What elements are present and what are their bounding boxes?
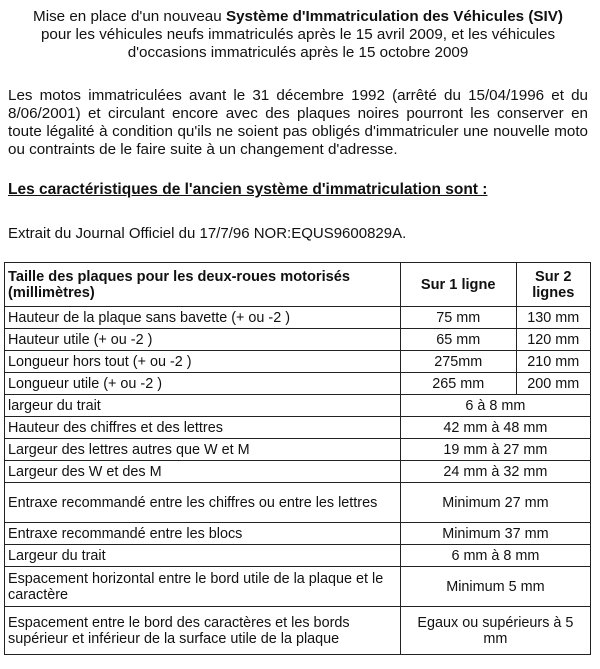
row-label: Largeur du trait [5, 545, 401, 567]
one-line-value: 65 mm [400, 329, 516, 351]
two-lines-value: 210 mm [516, 351, 590, 373]
row-label: Entraxe recommandé entre les blocs [5, 523, 401, 545]
row-label: largeur du trait [5, 395, 401, 417]
table-row [5, 483, 591, 523]
journal-extract: Extrait du Journal Officiel du 17/7/96 NOR:EQUS9600829A. [8, 225, 407, 242]
merged-value: Minimum 5 mm [400, 567, 590, 607]
header-two-lines: Sur 2 lignes [516, 263, 590, 307]
intro-prefix: Mise en place d'un nouveau [33, 8, 226, 25]
table-row [5, 607, 591, 655]
row-label: Largeur des W et des M [5, 461, 401, 483]
siv-title: Système d'Immatriculation des Véhicules (SIV) [225, 8, 563, 25]
one-line-value: 265 mm [400, 373, 516, 395]
table-row [5, 567, 591, 607]
row-label: Espacement horizontal entre le bord utile de la plaque et le caractère [5, 567, 401, 607]
one-line-value: 275mm [400, 351, 516, 373]
plate-spec-table [4, 262, 591, 655]
merged-value: 42 mm à 48 mm [400, 417, 590, 439]
two-lines-value: 120 mm [516, 329, 590, 351]
table-row [5, 395, 591, 417]
table-row [5, 307, 591, 329]
table-row [5, 373, 591, 395]
intro-line-1 [8, 8, 588, 26]
merged-value: 19 mm à 27 mm [400, 439, 590, 461]
header-size-label: Taille des plaques pour les deux-roues motorisés (millimètres) [5, 263, 401, 307]
table-row [5, 417, 591, 439]
motos-paragraph: Les motos immatriculées avant le 31 décembre 1992 (arrêté du 15/04/1996 et du 8/06/2001) et circulant encore avec des plaques noires pourront les conserver en toute légalité à condition qu'ils ne soient pas obligés d'immatriculer une nouvelle moto ou contraints de le faire suite à un changement d'adresse. [8, 87, 588, 158]
table-header-row [5, 263, 591, 307]
row-label: Espacement entre le bord des caractères et les bords supérieur et inférieur de la surface utile de la plaque [5, 607, 401, 655]
row-label: Largeur des lettres autres que W et M [5, 439, 401, 461]
table-row [5, 329, 591, 351]
merged-value: Minimum 27 mm [400, 483, 590, 523]
intro-paragraph [8, 8, 588, 62]
table-row [5, 461, 591, 483]
header-one-line: Sur 1 ligne [400, 263, 516, 307]
row-label: Longueur utile (+ ou -2 ) [5, 373, 401, 395]
row-label: Hauteur de la plaque sans bavette (+ ou -2 ) [5, 307, 401, 329]
merged-value: 6 mm à 8 mm [400, 545, 590, 567]
row-label: Hauteur utile (+ ou -2 ) [5, 329, 401, 351]
intro-line-3: d'occasions immatriculés après le 15 octobre 2009 [127, 44, 469, 61]
two-lines-value: 130 mm [516, 307, 590, 329]
row-label: Hauteur des chiffres et des lettres [5, 417, 401, 439]
intro-line-2: pour les véhicules neufs immatriculés après le 15 avril 2009, et les véhicules [40, 26, 556, 43]
table-row [5, 523, 591, 545]
table-row [5, 351, 591, 373]
table-row [5, 439, 591, 461]
section-heading: Les caractéristiques de l'ancien système d'immatriculation sont : [8, 181, 488, 198]
row-label: Longueur hors tout (+ ou -2 ) [5, 351, 401, 373]
merged-value: Egaux ou supérieurs à 5 mm [400, 607, 590, 655]
merged-value: 24 mm à 32 mm [400, 461, 590, 483]
merged-value: 6 à 8 mm [400, 395, 590, 417]
table-row [5, 545, 591, 567]
merged-value: Minimum 37 mm [400, 523, 590, 545]
row-label: Entraxe recommandé entre les chiffres ou entre les lettres [5, 483, 401, 523]
one-line-value: 75 mm [400, 307, 516, 329]
two-lines-value: 200 mm [516, 373, 590, 395]
